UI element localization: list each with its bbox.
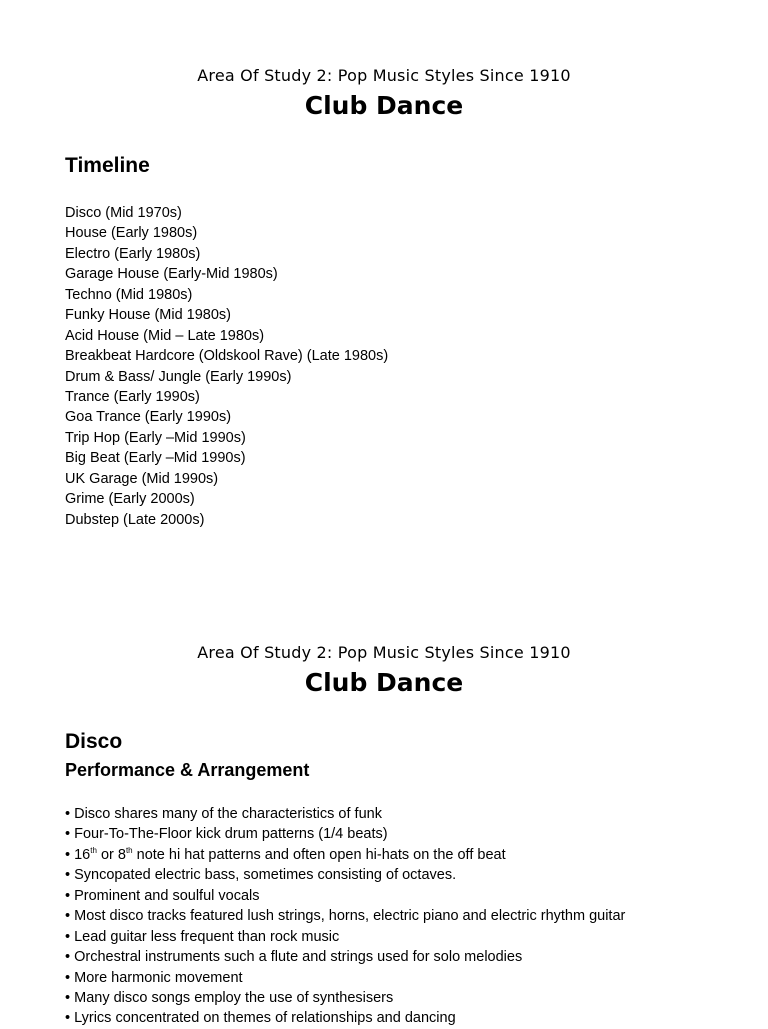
page-title: Club Dance [304, 668, 464, 697]
disco-list-item [65, 1008, 625, 1028]
timeline-item: Breakbeat Hardcore (Oldskool Rave) (Late 1980s) [65, 348, 389, 365]
timeline-item: Grime (Early 2000s) [65, 491, 195, 508]
timeline-heading: Timeline [65, 154, 150, 177]
disco-list-item [65, 968, 625, 988]
list-item-text: 16th or 8th note hi hat patterns and often open hi-hats on the off beat [74, 845, 506, 863]
list-item-text: Many disco songs employ the use of synthesisers [74, 989, 394, 1006]
list-item-text: Four-To-The-Floor kick drum patterns (1/4 beats) [74, 826, 388, 843]
bullet-icon: • [65, 806, 75, 822]
timeline-item: Garage House (Early-Mid 1980s) [65, 266, 278, 283]
bullet-icon: • [65, 826, 75, 843]
timeline-item: Techno (Mid 1980s) [65, 286, 193, 303]
timeline-item: Goa Trance (Early 1990s) [65, 409, 232, 426]
bullet-icon: • [65, 969, 75, 986]
timeline-item: Electro (Early 1980s) [65, 245, 201, 262]
list-item-text: Most disco tracks featured lush strings, horns, electric piano and electric rhythm guitar [74, 908, 626, 925]
list-item-text: Lyrics concentrated on themes of relationships and dancing [74, 1010, 456, 1027]
disco-list-item [65, 906, 625, 926]
bullet-icon: • [65, 908, 75, 925]
timeline-item: Acid House (Mid – Late 1980s) [65, 327, 265, 344]
disco-list-item [65, 804, 625, 824]
disco-list-item [65, 865, 625, 885]
course-subtitle: Area Of Study 2: Pop Music Styles Since 1910 [197, 643, 571, 662]
bullet-icon: • [65, 867, 75, 884]
bullet-icon: • [65, 989, 75, 1006]
timeline-item: Big Beat (Early –Mid 1990s) [65, 450, 246, 467]
disco-list-item [65, 845, 625, 865]
course-subtitle: Area Of Study 2: Pop Music Styles Since 1910 [197, 66, 571, 85]
disco-characteristics-list [65, 804, 625, 1029]
page-title: Club Dance [304, 91, 464, 120]
disco-list-item [65, 824, 625, 844]
disco-list-item [65, 886, 625, 906]
bullet-icon: • [65, 887, 75, 904]
bullet-icon: • [65, 1010, 75, 1027]
timeline-item: Funky House (Mid 1980s) [65, 307, 232, 324]
timeline-list [65, 203, 388, 530]
disco-list-item [65, 947, 625, 967]
disco-heading: Disco [65, 730, 123, 753]
bullet-icon: • [65, 928, 75, 945]
timeline-item: Drum & Bass/ Jungle (Early 1990s) [65, 368, 292, 385]
list-item-text: Lead guitar less frequent than rock music [74, 928, 340, 945]
timeline-item: Disco (Mid 1970s) [65, 205, 182, 221]
disco-list-item [65, 927, 625, 947]
timeline-item: Dubstep (Late 2000s) [65, 511, 205, 528]
list-item-text: Prominent and soulful vocals [74, 887, 260, 904]
list-item-text: Disco shares many of the characteristics of funk [74, 806, 382, 822]
timeline-item: UK Garage (Mid 1990s) [65, 470, 219, 487]
timeline-item: Trip Hop (Early –Mid 1990s) [65, 429, 246, 446]
list-item-text: More harmonic movement [74, 969, 243, 986]
bullet-icon: • [65, 846, 75, 863]
disco-list-item [65, 988, 625, 1008]
timeline-item: Trance (Early 1990s) [65, 388, 200, 405]
bullet-icon: • [65, 949, 75, 966]
timeline-item: House (Early 1980s) [65, 225, 198, 242]
performance-arrangement-subheading: Performance & Arrangement [65, 760, 310, 780]
list-item-text: Syncopated electric bass, sometimes consisting of octaves. [74, 867, 457, 884]
list-item-text: Orchestral instruments such a flute and strings used for solo melodies [74, 949, 523, 966]
